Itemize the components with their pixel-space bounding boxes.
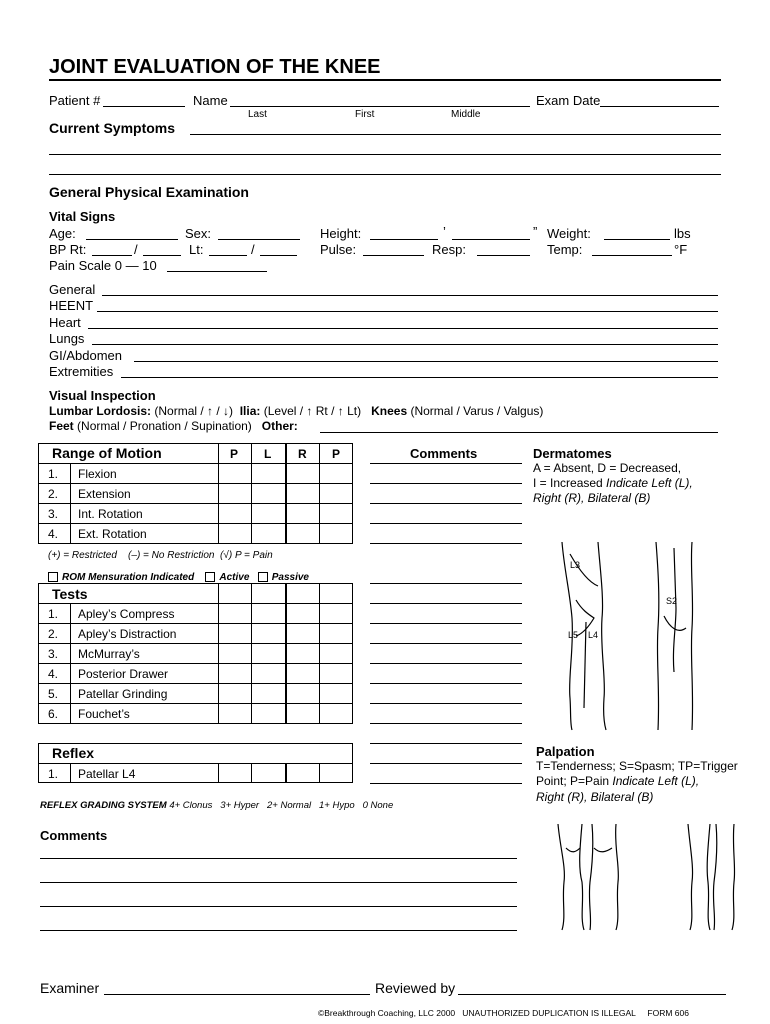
pain-scale-field[interactable] bbox=[167, 257, 267, 272]
symptoms-line-2[interactable] bbox=[49, 140, 721, 155]
comment-line-field[interactable] bbox=[370, 529, 522, 544]
legend-no-restriction: (–) = No Restriction bbox=[128, 550, 215, 561]
height-inches-field[interactable] bbox=[452, 225, 530, 240]
test-mcmurrays: McMurray’s bbox=[78, 647, 140, 661]
comment-line-field[interactable] bbox=[370, 749, 522, 764]
bottom-comment-line[interactable] bbox=[40, 916, 517, 931]
tests-col-divider-thick bbox=[285, 583, 287, 724]
rom-col-divider-thick bbox=[285, 443, 287, 544]
rom-col-p2: P bbox=[332, 447, 341, 461]
rom-row-divider bbox=[38, 483, 353, 484]
dermatomes-indicate: Indicate Left (L), bbox=[606, 476, 693, 490]
temp-unit: °F bbox=[674, 242, 688, 257]
tests-col-divider bbox=[251, 583, 252, 724]
tests-row-divider bbox=[38, 703, 353, 704]
active-label: Active bbox=[219, 572, 250, 583]
test-patellar-grinding: Patellar Grinding bbox=[78, 687, 168, 701]
palpation-diagram bbox=[548, 822, 738, 932]
system-general-label: General bbox=[49, 282, 96, 297]
palpation-indicate: Indicate Left (L), bbox=[612, 774, 700, 788]
current-symptoms-label: Current Symptoms bbox=[49, 120, 176, 136]
tests-row-divider bbox=[38, 643, 353, 644]
bp-rt-slash: / bbox=[134, 242, 138, 257]
reflex-grading bbox=[40, 798, 393, 813]
tests-row-num: 4. bbox=[48, 667, 59, 681]
palpation-point-pain: Point; P=Pain bbox=[536, 774, 613, 788]
active-checkbox[interactable] bbox=[205, 572, 215, 582]
dermatome-label-s2: S2 bbox=[666, 596, 678, 606]
reflex-col-divider-thick bbox=[285, 763, 287, 783]
palpation-leg-4-outline bbox=[713, 824, 716, 930]
system-heent-field[interactable] bbox=[97, 297, 718, 312]
tests-row-num: 3. bbox=[48, 647, 59, 661]
front-leg-outline-right bbox=[598, 542, 606, 730]
rom-row-num: 1. bbox=[48, 467, 59, 481]
rom-heading: Range of Motion bbox=[52, 445, 162, 461]
system-extremities-label: Extremities bbox=[49, 364, 114, 379]
inch-mark: ” bbox=[533, 224, 538, 239]
tests-row-num: 1. bbox=[48, 607, 59, 621]
reflex-num-divider bbox=[70, 763, 71, 783]
dermatomes-increased: I = Increased bbox=[533, 476, 607, 490]
lumbar-label: Lumbar Lordosis: bbox=[49, 404, 152, 418]
general-exam-heading: General Physical Examination bbox=[49, 184, 249, 200]
rom-legend bbox=[48, 548, 273, 563]
pain-scale-label: Pain Scale 0 — 10 bbox=[49, 258, 157, 273]
temp-label: Temp: bbox=[547, 242, 583, 257]
visual-inspection-line-1 bbox=[49, 404, 543, 419]
pulse-label: Pulse: bbox=[320, 242, 357, 257]
back-leg-outline-left bbox=[656, 542, 659, 730]
comment-line-field[interactable] bbox=[370, 489, 522, 504]
palpation-line-2 bbox=[536, 774, 699, 789]
reflex-grading-values: 4+ Clonus 3+ Hyper 2+ Normal 1+ Hypo 0 None bbox=[169, 800, 394, 811]
back-leg-outline-right bbox=[691, 542, 692, 730]
name-sub-last: Last bbox=[248, 109, 267, 120]
rom-row-divider bbox=[38, 503, 353, 504]
rom-mensuration-checkbox[interactable] bbox=[48, 572, 58, 582]
reflex-grading-label: REFLEX GRADING SYSTEM bbox=[40, 800, 167, 811]
pulse-field[interactable] bbox=[363, 241, 424, 256]
palpation-heading: Palpation bbox=[536, 744, 595, 759]
rom-row-num: 2. bbox=[48, 487, 59, 501]
symptoms-line-3[interactable] bbox=[49, 160, 721, 175]
rom-row-num: 4. bbox=[48, 527, 59, 541]
passive-checkbox[interactable] bbox=[258, 572, 268, 582]
comment-line-field[interactable] bbox=[370, 609, 522, 624]
comment-line-field[interactable] bbox=[370, 669, 522, 684]
rom-row-flexion: Flexion bbox=[78, 467, 117, 481]
dermatomes-line-2 bbox=[533, 476, 693, 491]
reviewed-by-field[interactable] bbox=[458, 980, 726, 995]
comment-line-field[interactable] bbox=[370, 709, 522, 724]
test-posterior-drawer: Posterior Drawer bbox=[78, 667, 169, 681]
system-lungs-field[interactable] bbox=[92, 330, 718, 345]
other-label: Other: bbox=[261, 419, 298, 433]
tests-num-divider bbox=[70, 603, 71, 724]
palpation-line-1: T=Tenderness; S=Spasm; TP=Trigger bbox=[536, 759, 738, 773]
tests-col-divider bbox=[319, 583, 320, 724]
reflex-patellar-l4: Patellar L4 bbox=[78, 767, 136, 781]
test-apleys-compress: Apley’s Compress bbox=[78, 607, 175, 621]
rom-col-divider bbox=[251, 443, 252, 544]
height-feet-field[interactable] bbox=[370, 225, 438, 240]
tests-row-num: 2. bbox=[48, 627, 59, 641]
dermatomes-line-3: Right (R), Bilateral (B) bbox=[533, 491, 651, 505]
rom-row-ext-rotation: Ext. Rotation bbox=[78, 527, 147, 541]
dermatome-boundary bbox=[673, 548, 676, 672]
comment-line-field[interactable] bbox=[370, 769, 522, 784]
vital-signs-heading: Vital Signs bbox=[49, 209, 116, 224]
name-sub-middle: Middle bbox=[451, 109, 481, 120]
exam-date-label: Exam Date bbox=[536, 93, 601, 108]
system-gi-field[interactable] bbox=[134, 347, 718, 362]
dermatome-label-l5: L5 bbox=[568, 630, 579, 640]
rom-col-r: R bbox=[298, 447, 307, 461]
rom-row-num: 3. bbox=[48, 507, 59, 521]
current-symptoms-field[interactable] bbox=[190, 120, 721, 135]
reflex-col-divider bbox=[251, 763, 252, 783]
palpation-leg-3-outline bbox=[688, 824, 693, 930]
rom-row-divider bbox=[38, 523, 353, 524]
tests-heading: Tests bbox=[52, 586, 88, 602]
name-field[interactable] bbox=[230, 92, 530, 107]
ilia-label: Ilia: bbox=[239, 404, 261, 418]
passive-label: Passive bbox=[271, 572, 309, 583]
dermatome-diagram bbox=[548, 538, 708, 734]
system-heart-field[interactable] bbox=[88, 314, 718, 329]
rom-num-divider bbox=[70, 463, 71, 544]
resp-field[interactable] bbox=[477, 241, 530, 256]
tests-row-num: 5. bbox=[48, 687, 59, 701]
examiner-field[interactable] bbox=[104, 980, 370, 995]
name-sub-first: First bbox=[355, 109, 375, 120]
lumbar-options[interactable]: (Normal / ↑ / ↓) bbox=[154, 404, 234, 418]
tests-header-divider bbox=[38, 603, 353, 604]
system-lungs-label: Lungs bbox=[49, 331, 85, 346]
comment-line-field[interactable] bbox=[370, 469, 522, 484]
ilia-options[interactable]: (Level / ↑ Rt / ↑ Lt) bbox=[263, 404, 362, 418]
palpation-leg-3-outline bbox=[707, 824, 710, 930]
tests-row-num: 6. bbox=[48, 707, 59, 721]
legend-restricted: (+) = Restricted bbox=[48, 550, 117, 561]
dermatome-label-l4: L4 bbox=[588, 630, 599, 640]
feet-options[interactable]: (Normal / Pronation / Supination) bbox=[77, 419, 252, 433]
height-label: Height: bbox=[320, 226, 362, 241]
reflex-col-divider bbox=[319, 763, 320, 783]
comment-line-field[interactable] bbox=[370, 449, 522, 464]
dermatome-label-l3: L3 bbox=[570, 560, 581, 570]
knees-options[interactable]: (Normal / Varus / Valgus) bbox=[410, 404, 544, 418]
system-gi-label: GI/Abdomen bbox=[49, 348, 122, 363]
patient-number-field[interactable] bbox=[103, 92, 185, 107]
comment-line-field[interactable] bbox=[370, 729, 522, 744]
name-label: Name bbox=[193, 93, 228, 108]
reflex-heading: Reflex bbox=[52, 745, 95, 761]
dermatomes-line-1: A = Absent, D = Decreased, bbox=[533, 461, 682, 475]
copyright: ©Breakthrough Coaching, LLC 2000 UNAUTHORIZED DUPLICATION IS ILLEGAL FORM 606 bbox=[318, 1008, 689, 1018]
palpation-leg-1-outline bbox=[558, 824, 564, 930]
comment-line-field[interactable] bbox=[370, 689, 522, 704]
rom-col-l: L bbox=[264, 447, 272, 461]
age-label: Age: bbox=[49, 226, 76, 241]
resp-label: Resp: bbox=[432, 242, 466, 257]
rom-col-p: P bbox=[230, 447, 239, 461]
other-field[interactable] bbox=[320, 418, 718, 433]
rom-col-divider bbox=[319, 443, 320, 544]
dermatome-boundary bbox=[584, 622, 586, 708]
tests-row-divider bbox=[38, 623, 353, 624]
rom-col-divider bbox=[218, 443, 219, 544]
bottom-comment-line[interactable] bbox=[40, 892, 517, 907]
sex-field[interactable] bbox=[218, 225, 300, 240]
sex-label: Sex: bbox=[185, 226, 212, 241]
weight-field[interactable] bbox=[604, 225, 670, 240]
comment-line-field[interactable] bbox=[370, 649, 522, 664]
comment-line-field[interactable] bbox=[370, 589, 522, 604]
system-heent-label: HEENT bbox=[49, 298, 94, 313]
palpation-leg-4-outline bbox=[732, 824, 735, 930]
palpation-leg-2-outline bbox=[616, 824, 619, 930]
test-apleys-distraction: Apley’s Distraction bbox=[78, 627, 177, 641]
system-extremities-field[interactable] bbox=[121, 363, 718, 378]
bp-lt-systolic-field[interactable] bbox=[209, 241, 247, 256]
knees-label: Knees bbox=[371, 404, 408, 418]
rom-header-divider bbox=[38, 463, 353, 464]
system-heart-label: Heart bbox=[49, 315, 81, 330]
comment-line-field[interactable] bbox=[370, 629, 522, 644]
lbs-unit: lbs bbox=[674, 226, 691, 241]
patient-label: Patient # bbox=[49, 93, 101, 108]
feet-mark: ’ bbox=[443, 224, 446, 239]
reflex-header-divider bbox=[38, 763, 353, 764]
dermatome-boundary bbox=[570, 554, 598, 586]
reflex-col-divider bbox=[218, 763, 219, 783]
temp-field[interactable] bbox=[592, 241, 672, 256]
tests-row-divider bbox=[38, 683, 353, 684]
system-general-field[interactable] bbox=[102, 281, 718, 296]
patella-outline bbox=[566, 848, 612, 852]
weight-label: Weight: bbox=[547, 226, 591, 241]
examiner-label: Examiner bbox=[40, 980, 100, 996]
bp-lt-slash: / bbox=[251, 242, 255, 257]
bp-rt-systolic-field[interactable] bbox=[92, 241, 132, 256]
comments-heading: Comments bbox=[410, 446, 478, 461]
exam-date-field[interactable] bbox=[600, 92, 719, 107]
bp-lt-label: Lt: bbox=[189, 242, 204, 257]
comment-line-field[interactable] bbox=[370, 509, 522, 524]
visual-inspection-heading: Visual Inspection bbox=[49, 388, 156, 403]
feet-label: Feet bbox=[49, 419, 74, 433]
rom-row-extension: Extension bbox=[78, 487, 131, 501]
test-fouchets: Fouchet’s bbox=[78, 707, 130, 721]
bottom-comment-line[interactable] bbox=[40, 868, 517, 883]
comment-line-field[interactable] bbox=[370, 569, 522, 584]
bp-rt-label: BP Rt: bbox=[49, 242, 87, 257]
palpation-line-3: Right (R), Bilateral (B) bbox=[536, 790, 654, 804]
palpation-leg-1-outline bbox=[580, 824, 584, 930]
age-field[interactable] bbox=[86, 225, 178, 240]
bp-rt-diastolic-field[interactable] bbox=[143, 241, 181, 256]
rom-row-int-rotation: Int. Rotation bbox=[78, 507, 143, 521]
title-divider bbox=[49, 79, 721, 81]
page-title: JOINT EVALUATION OF THE KNEE bbox=[49, 56, 381, 78]
bottom-comment-line[interactable] bbox=[40, 844, 517, 859]
reflex-row-num: 1. bbox=[48, 767, 59, 781]
legend-pain: (√) P = Pain bbox=[220, 550, 273, 561]
tests-row-divider bbox=[38, 663, 353, 664]
palpation-leg-2-outline bbox=[589, 824, 592, 930]
visual-inspection-line-2 bbox=[49, 419, 298, 434]
bottom-comments-heading: Comments bbox=[40, 828, 108, 843]
dermatomes-heading: Dermatomes bbox=[533, 446, 612, 461]
reviewed-by-label: Reviewed by bbox=[375, 980, 456, 996]
rom-mensuration-label: ROM Mensuration Indicated bbox=[62, 572, 195, 583]
bp-lt-diastolic-field[interactable] bbox=[260, 241, 297, 256]
tests-col-divider bbox=[218, 583, 219, 724]
